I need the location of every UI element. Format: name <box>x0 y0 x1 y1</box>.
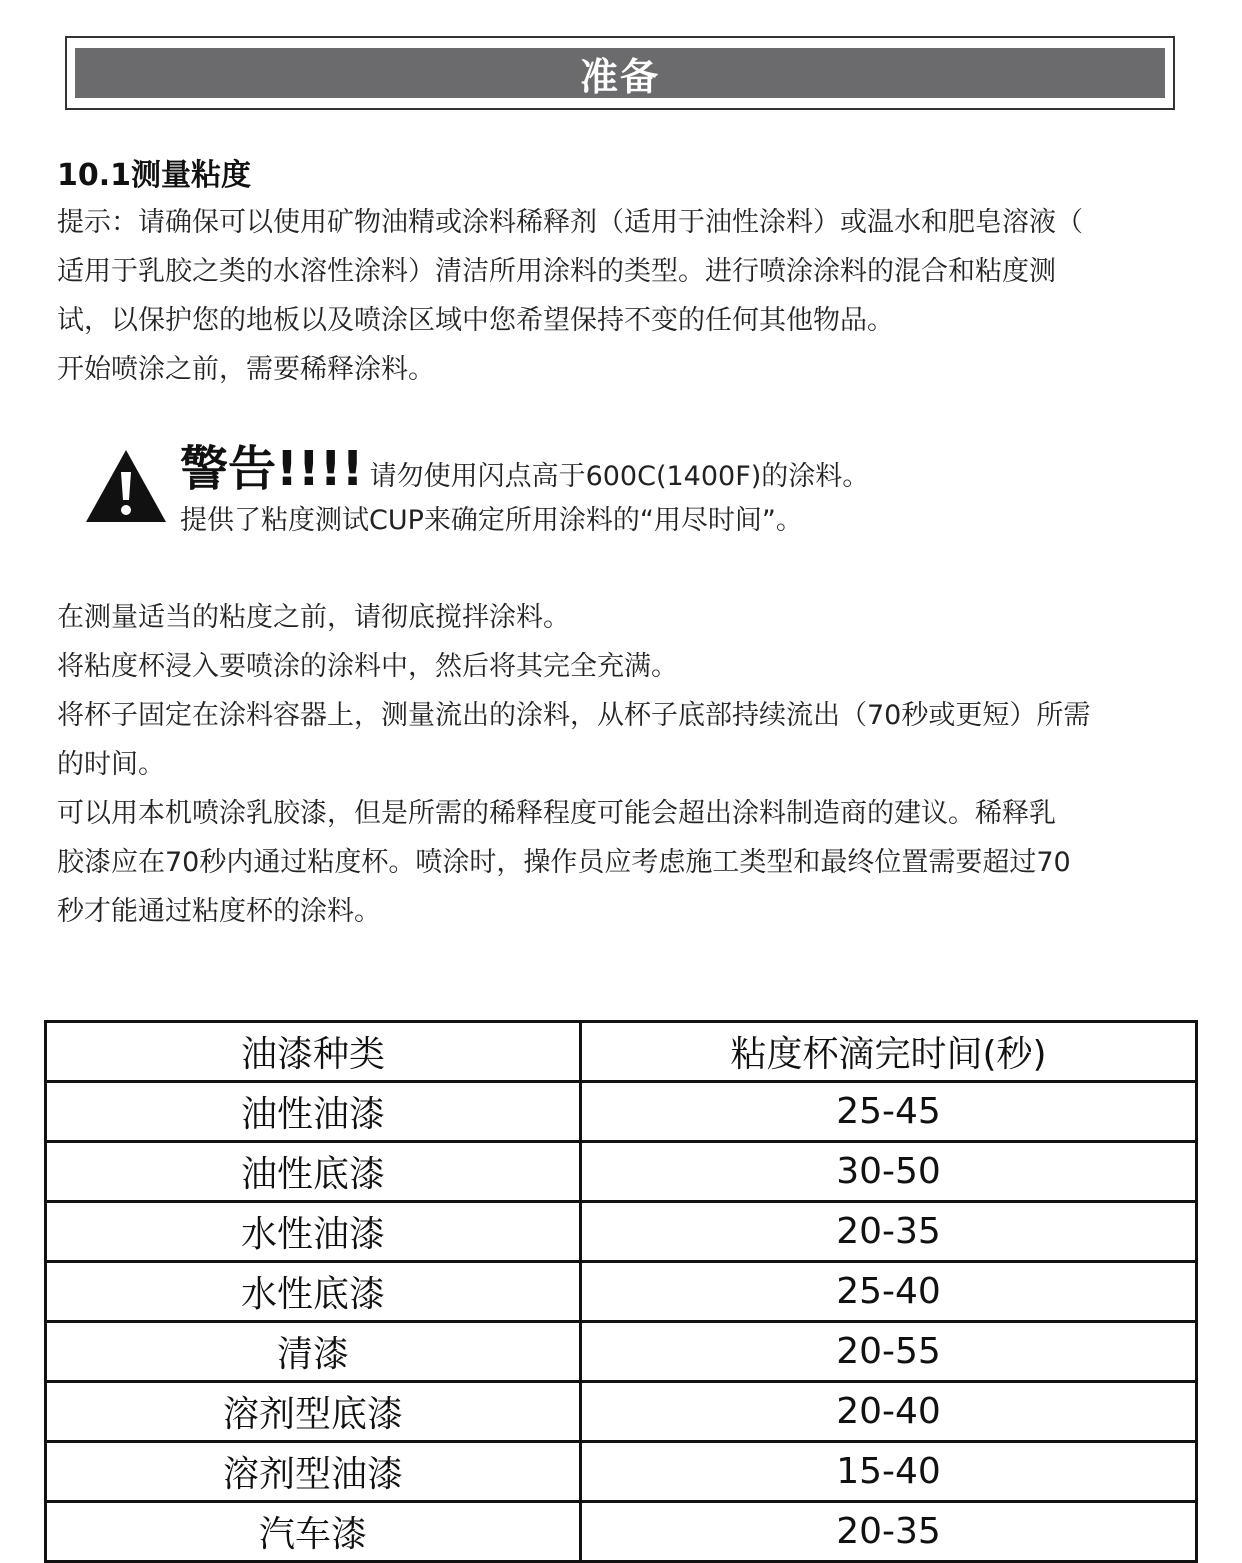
table-row <box>46 1202 1197 1262</box>
body-line: 胶漆应在70秒内通过粘度杯。喷涂时，操作员应考虑施工类型和最终位置需要超过70 <box>57 847 1071 878</box>
paint-type-cell: 溶剂型底漆 <box>46 1382 581 1442</box>
drain-time-cell: 20-40 <box>581 1382 1197 1442</box>
section-header-bar <box>75 48 1165 98</box>
paint-type-cell: 水性油漆 <box>46 1202 581 1262</box>
paint-type-cell: 清漆 <box>46 1322 581 1382</box>
warning-line <box>180 430 869 499</box>
drain-time-cell: 20-35 <box>581 1202 1197 1262</box>
paint-type-cell: 溶剂型油漆 <box>46 1442 581 1502</box>
page-title: 准备 <box>579 54 660 99</box>
table-row <box>46 1262 1197 1322</box>
drain-time-cell: 15-40 <box>581 1442 1197 1502</box>
paint-type-cell: 油性油漆 <box>46 1082 581 1142</box>
table-row <box>46 1442 1197 1502</box>
drain-time-cell: 25-45 <box>581 1082 1197 1142</box>
intro-line: 开始喷涂之前，需要稀释涂料。 <box>57 354 435 385</box>
table-row <box>46 1082 1197 1142</box>
table-row <box>46 1322 1197 1382</box>
body-line: 在测量适当的粘度之前，请彻底搅拌涂料。 <box>57 602 570 633</box>
body-line: 的时间。 <box>57 749 165 780</box>
body-line: 将杯子固定在涂料容器上，测量流出的涂料，从杯子底部持续流出（70秒或更短）所需 <box>57 700 1091 731</box>
column-header: 油漆种类 <box>46 1022 581 1082</box>
intro-line: 提示：请确保可以使用矿物油精或涂料稀释剂（适用于油性涂料）或温水和肥皂溶液（ <box>57 207 1083 238</box>
body-line: 可以用本机喷涂乳胶漆，但是所需的稀释程度可能会超出涂料制造商的建议。稀释乳 <box>57 798 1056 829</box>
drain-time-cell: 25-40 <box>581 1262 1197 1322</box>
table-header-row <box>46 1022 1197 1082</box>
warning-label: 警告!!!! <box>180 441 364 497</box>
paint-type-cell: 油性底漆 <box>46 1142 581 1202</box>
warning-note: 提供了粘度测试CUP来确定所用涂料的“用尽时间”。 <box>180 505 803 536</box>
table-row <box>46 1142 1197 1202</box>
paint-type-cell: 水性底漆 <box>46 1262 581 1322</box>
warning-triangle-icon <box>84 446 168 526</box>
paint-type-cell: 汽车漆 <box>46 1502 581 1562</box>
table-row <box>46 1502 1197 1562</box>
column-header: 粘度杯滴完时间(秒) <box>581 1022 1197 1082</box>
drain-time-cell: 20-35 <box>581 1502 1197 1562</box>
section-header-frame <box>65 36 1175 110</box>
warning-text: 请勿使用闪点高于600C(1400F)的涂料。 <box>369 461 870 492</box>
intro-line: 适用于乳胶之类的水溶性涂料）清洁所用涂料的类型。进行喷涂涂料的混合和粘度测 <box>57 256 1056 287</box>
intro-line: 试，以保护您的地板以及喷涂区域中您希望保持不变的任何其他物品。 <box>57 305 894 336</box>
drain-time-cell: 30-50 <box>581 1142 1197 1202</box>
body-line: 将粘度杯浸入要喷涂的涂料中，然后将其完全充满。 <box>57 651 678 682</box>
drain-time-cell: 20-55 <box>581 1322 1197 1382</box>
table-row <box>46 1382 1197 1442</box>
section-heading: 10.1测量粘度 <box>57 158 252 193</box>
body-line: 秒才能通过粘度杯的涂料。 <box>57 896 381 927</box>
viscosity-table <box>44 1020 1198 1560</box>
